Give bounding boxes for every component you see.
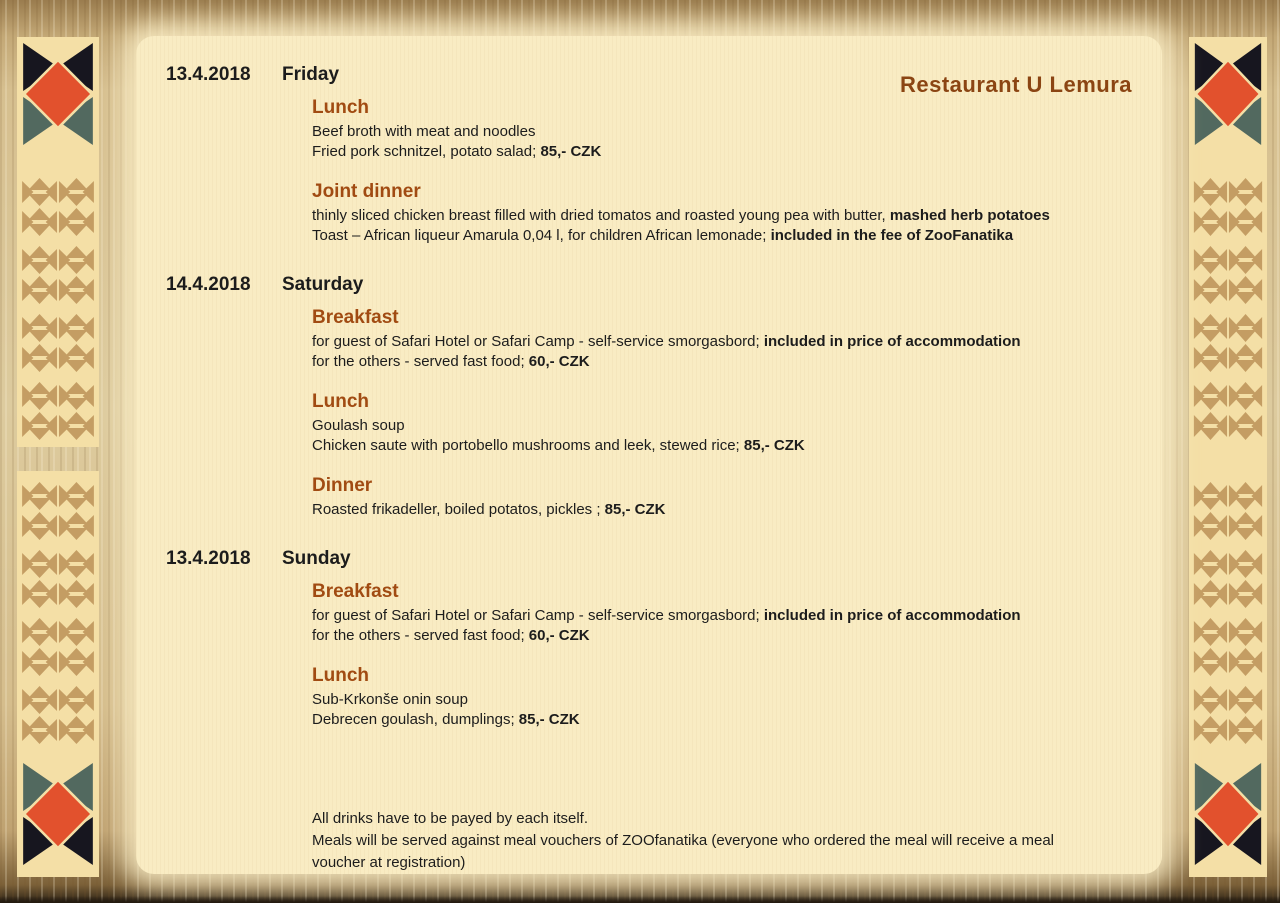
menu-line-bold-segment: 60,- CZK — [528, 353, 590, 370]
meal-section — [312, 97, 1162, 162]
menu-line — [312, 690, 1157, 710]
day-date: 13.4.2018 — [166, 548, 251, 569]
menu-line — [312, 122, 1157, 142]
menu-panel — [136, 36, 1162, 874]
day-name: Sunday — [282, 548, 351, 569]
footer-note — [312, 808, 1157, 874]
day-name: Saturday — [282, 274, 364, 295]
footer-line: voucher at registration) — [312, 854, 466, 871]
menu-line — [312, 606, 1157, 626]
restaurant-title: Restaurant U Lemura — [899, 72, 1132, 97]
menu-day — [166, 274, 1162, 520]
meal-section — [312, 581, 1162, 646]
bowtie-diamond-motif-top — [1195, 43, 1261, 145]
menu-line-segment: Beef broth with meat and noodles — [312, 123, 536, 140]
day-meals — [166, 307, 1162, 520]
menu-line-segment: Debrecen goulash, dumplings; — [312, 711, 519, 728]
menu-line-bold-segment: included in price of accommodation — [763, 607, 1021, 624]
menu-line — [312, 436, 1157, 456]
menu-line-bold-segment: 85,- CZK — [604, 501, 666, 518]
menu-line-bold-segment: 85,- CZK — [743, 437, 805, 454]
menu-line — [312, 710, 1157, 730]
footer-line: Meals will be served against meal vouchers of ZOOfanatika (everyone who ordered the meal will receive a meal — [312, 832, 1055, 849]
meal-section — [312, 665, 1162, 730]
menu-line-segment: thinly sliced chicken breast filled with dried tomatos and roasted young pea with butter, — [312, 207, 890, 224]
bowtie-diamond-motif-bottom — [23, 763, 93, 865]
meal-lines — [312, 332, 1162, 372]
day-header — [166, 274, 1162, 296]
menu-line-segment: for the others - served fast food; — [312, 353, 529, 370]
menu-line-segment: Toast – African liqueur Amarula 0,04 l, for children African lemonade; — [312, 227, 771, 244]
meal-lines — [312, 122, 1162, 162]
meal-section — [312, 181, 1162, 246]
menu-line-bold-segment: 85,- CZK — [518, 711, 580, 728]
menu-line-segment: Fried pork schnitzel, potato salad; — [312, 143, 541, 160]
meal-lines — [312, 206, 1162, 246]
day-meals — [166, 97, 1162, 246]
meal-heading: Lunch — [312, 391, 369, 412]
kilim-border-left — [17, 37, 99, 877]
menu-line — [312, 226, 1157, 246]
menu-days — [166, 64, 1162, 730]
menu-line — [312, 416, 1157, 436]
meal-heading: Lunch — [312, 97, 369, 118]
meal-lines — [312, 416, 1162, 456]
menu-day — [166, 548, 1162, 730]
menu-line — [312, 352, 1157, 372]
day-date: 13.4.2018 — [166, 64, 251, 85]
menu-line — [312, 626, 1157, 646]
menu-line — [312, 206, 1157, 226]
footer-line: All drinks have to be payed by each itself. — [312, 810, 588, 827]
meal-lines — [312, 500, 1162, 520]
meal-heading: Dinner — [312, 475, 373, 496]
menu-line-bold-segment: mashed herb potatoes — [889, 207, 1050, 224]
menu-line-segment: for guest of Safari Hotel or Safari Camp - self-service smorgasbord; — [312, 333, 764, 350]
kilim-border-right — [1189, 37, 1267, 877]
meal-lines — [312, 690, 1162, 730]
menu-line-segment: Roasted frikadeller, boiled potatos, pickles ; — [312, 501, 605, 518]
bowtie-diamond-motif-top — [23, 43, 93, 145]
meal-heading: Breakfast — [312, 307, 399, 328]
menu-line-segment: Chicken saute with portobello mushrooms and leek, stewed rice; — [312, 437, 744, 454]
menu-line-bold-segment: included in price of accommodation — [763, 333, 1021, 350]
meal-lines — [312, 606, 1162, 646]
menu-line — [312, 142, 1157, 162]
menu-line-segment: for guest of Safari Hotel or Safari Camp - self-service smorgasbord; — [312, 607, 764, 624]
day-name: Friday — [282, 64, 340, 85]
menu-line-segment: Sub-Krkonše onin soup — [312, 691, 468, 708]
menu-content — [136, 36, 1162, 874]
meal-heading: Joint dinner — [312, 181, 421, 202]
meal-section — [312, 391, 1162, 456]
day-date: 14.4.2018 — [166, 274, 251, 295]
day-header — [166, 548, 1162, 570]
menu-line-bold-segment: 85,- CZK — [540, 143, 602, 160]
day-meals — [166, 581, 1162, 730]
menu-line-bold-segment: included in the fee of ZooFanatika — [770, 227, 1014, 244]
menu-line-bold-segment: 60,- CZK — [528, 627, 590, 644]
meal-heading: Lunch — [312, 665, 369, 686]
menu-line — [312, 500, 1157, 520]
meal-section — [312, 307, 1162, 372]
menu-line-segment: Goulash soup — [312, 417, 405, 434]
menu-line-segment: for the others - served fast food; — [312, 627, 529, 644]
meal-section — [312, 475, 1162, 520]
menu-line — [312, 332, 1157, 352]
meal-heading: Breakfast — [312, 581, 399, 602]
bowtie-diamond-motif-bottom — [1195, 763, 1261, 865]
bottom-edge-shadow — [0, 896, 1280, 903]
